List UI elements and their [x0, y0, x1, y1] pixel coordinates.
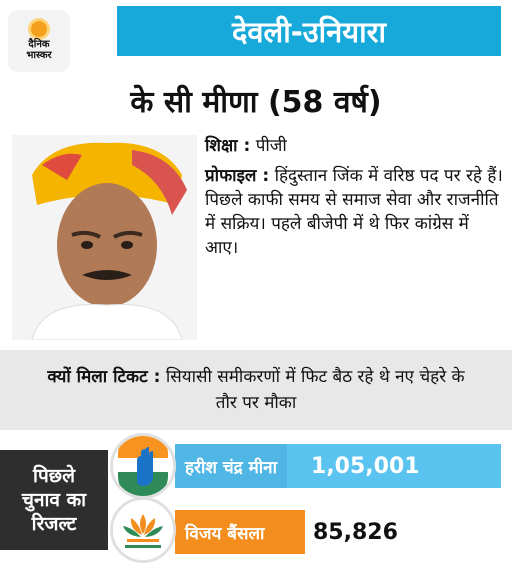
logo-text-line2: भास्कर — [26, 50, 52, 61]
ticket-value: सियासी समीकरणों में फिट बैठ रहे थे नए चेहरे के तौर पर मौका — [165, 367, 465, 413]
ticket-label: क्यों मिला टिकट : — [47, 367, 161, 387]
congress-candidate-votes: 1,05,001 — [311, 453, 420, 479]
previous-result-label — [0, 450, 108, 550]
sun-icon — [31, 21, 47, 37]
bjp-candidate-name: विजय बैंसला — [185, 523, 265, 544]
profile-value: हिंदुस्तान जिंक में वरिष्ठ पद पर रहे हैं। पिछले काफी समय से समाज सेवा और राजनीति में सक्रिय। पहले बीजेपी में थे फिर कांग्रेस में आए। — [205, 166, 503, 258]
result-bar-congress — [175, 444, 501, 488]
candidate-info — [205, 134, 505, 260]
education-line — [205, 134, 505, 158]
result-label-line1: पिछले — [33, 465, 75, 487]
profile-line — [205, 164, 505, 260]
bjp-candidate-votes: 85,826 — [313, 519, 398, 545]
result-label-line2: चुनाव का — [21, 489, 87, 511]
candidate-title: के सी मीणा (58 वर्ष) — [130, 85, 382, 120]
bjp-lotus-logo-icon — [110, 497, 176, 563]
education-value: पीजी — [255, 136, 287, 156]
dainik-bhaskar-logo — [8, 10, 70, 72]
education-label: शिक्षा : — [205, 136, 251, 156]
result-bar-bjp — [175, 510, 305, 554]
logo-text-line1: दैनिक — [28, 39, 50, 50]
constituency-header: देवली-उनियारा — [117, 6, 501, 56]
candidate-photo — [12, 135, 197, 340]
profile-label: प्रोफाइल : — [205, 166, 270, 186]
ticket-reason — [40, 364, 472, 416]
ticket-reason-box — [0, 350, 512, 430]
result-label-line3: रिजल्ट — [31, 513, 77, 535]
congress-hand-logo-icon — [110, 433, 176, 499]
congress-candidate-name: हरीश चंद्र मीना — [175, 444, 287, 488]
